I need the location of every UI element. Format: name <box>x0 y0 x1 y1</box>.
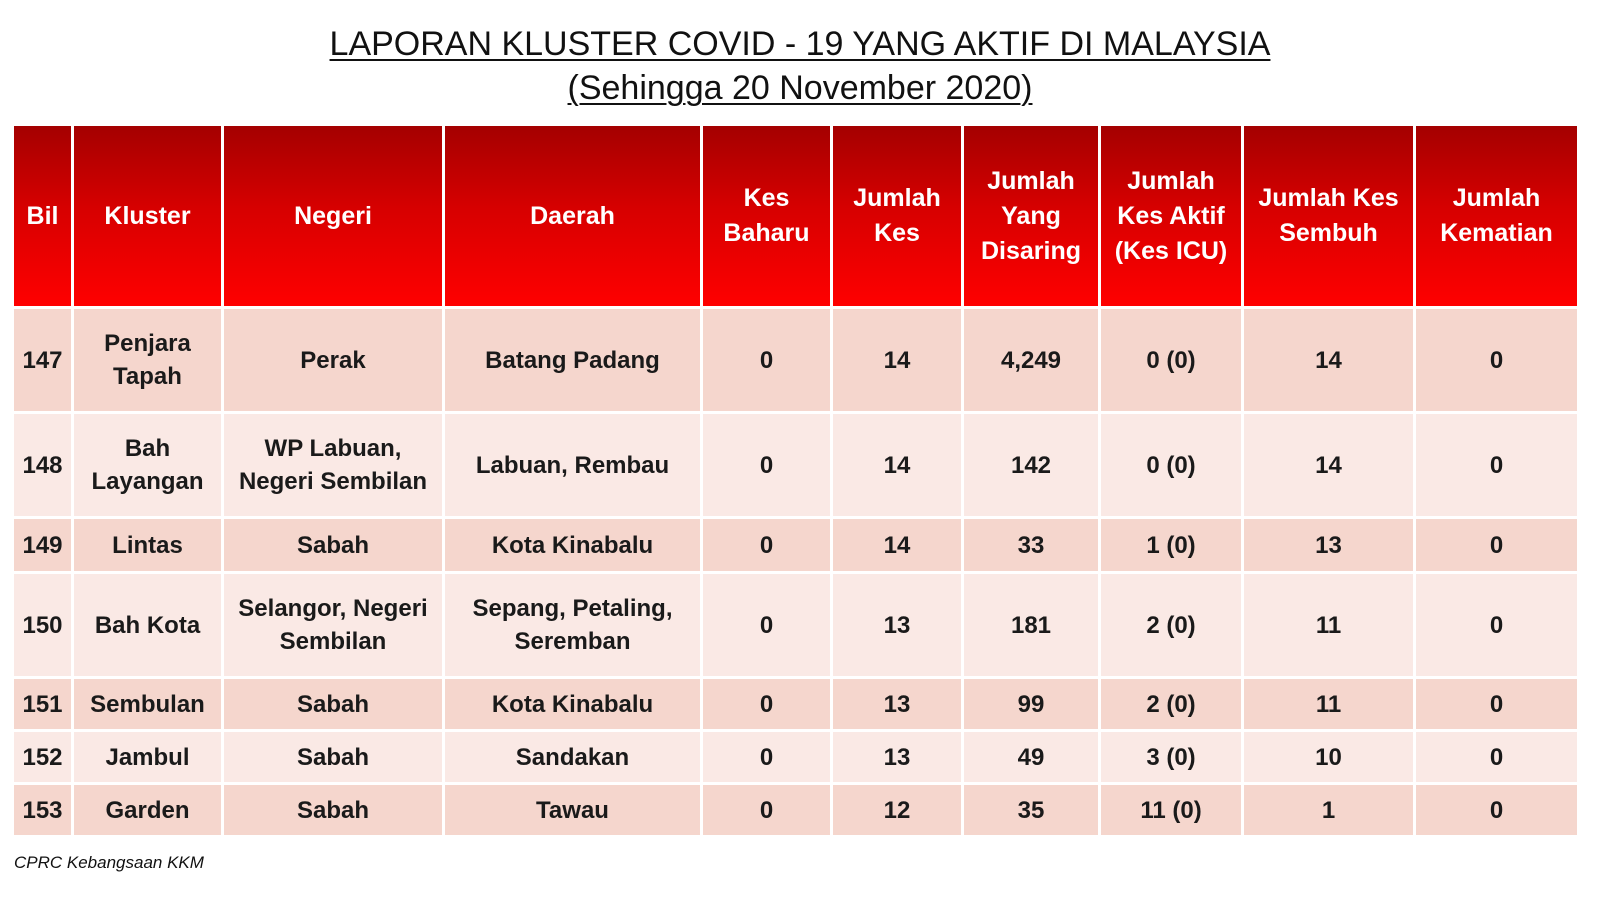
cell-kes-baharu: 0 <box>703 519 830 571</box>
cell-jumlah-aktif: 0 (0) <box>1101 414 1241 516</box>
cell-jumlah-disaring: 33 <box>964 519 1098 571</box>
cell-jumlah-kematian: 0 <box>1416 414 1577 516</box>
cell-jumlah-kes: 14 <box>833 309 961 411</box>
cell-kluster: Bah Layangan <box>74 414 221 516</box>
cell-kes-baharu: 0 <box>703 785 830 835</box>
report-title <box>0 22 1600 110</box>
cell-kluster: Penjara Tapah <box>74 309 221 411</box>
header-daerah: Daerah <box>445 126 700 306</box>
cell-jumlah-disaring: 142 <box>964 414 1098 516</box>
cell-negeri: Sabah <box>224 679 442 729</box>
cell-negeri: Selangor, Negeri Sembilan <box>224 574 442 676</box>
cell-jumlah-disaring: 35 <box>964 785 1098 835</box>
header-kes-baharu: Kes Baharu <box>703 126 830 306</box>
cell-jumlah-aktif: 2 (0) <box>1101 574 1241 676</box>
title-line-2: (Sehingga 20 November 2020) <box>567 69 1033 107</box>
cell-kes-baharu: 0 <box>703 309 830 411</box>
cell-kes-baharu: 0 <box>703 679 830 729</box>
cell-jumlah-kes: 14 <box>833 414 961 516</box>
cell-jumlah-aktif: 3 (0) <box>1101 732 1241 782</box>
header-jumlah-aktif: Jumlah Kes Aktif (Kes ICU) <box>1101 126 1241 306</box>
cell-jumlah-kes: 14 <box>833 519 961 571</box>
cell-jumlah-aktif: 0 (0) <box>1101 309 1241 411</box>
table-row <box>14 732 1577 782</box>
cell-kes-baharu: 0 <box>703 414 830 516</box>
cell-daerah: Tawau <box>445 785 700 835</box>
table-header-row <box>14 126 1577 306</box>
cell-jumlah-aktif: 11 (0) <box>1101 785 1241 835</box>
cell-jumlah-kematian: 0 <box>1416 679 1577 729</box>
cell-jumlah-kes: 13 <box>833 574 961 676</box>
cell-jumlah-sembuh: 10 <box>1244 732 1413 782</box>
header-jumlah-kematian: Jumlah Kematian <box>1416 126 1577 306</box>
cell-jumlah-disaring: 4,249 <box>964 309 1098 411</box>
header-bil: Bil <box>14 126 71 306</box>
cell-negeri: WP Labuan, Negeri Sembilan <box>224 414 442 516</box>
cell-negeri: Sabah <box>224 785 442 835</box>
cell-kluster: Lintas <box>74 519 221 571</box>
cell-bil: 153 <box>14 785 71 835</box>
cell-jumlah-kematian: 0 <box>1416 732 1577 782</box>
cell-bil: 151 <box>14 679 71 729</box>
cell-negeri: Sabah <box>224 732 442 782</box>
cell-jumlah-disaring: 181 <box>964 574 1098 676</box>
cell-daerah: Sepang, Petaling, Seremban <box>445 574 700 676</box>
cell-jumlah-aktif: 2 (0) <box>1101 679 1241 729</box>
cell-negeri: Perak <box>224 309 442 411</box>
cell-jumlah-kematian: 0 <box>1416 785 1577 835</box>
cell-daerah: Sandakan <box>445 732 700 782</box>
cell-jumlah-kes: 13 <box>833 732 961 782</box>
table-row <box>14 785 1577 835</box>
cell-jumlah-kes: 12 <box>833 785 961 835</box>
header-negeri: Negeri <box>224 126 442 306</box>
cell-jumlah-sembuh: 1 <box>1244 785 1413 835</box>
cluster-table-wrapper <box>14 123 1580 838</box>
cell-jumlah-sembuh: 14 <box>1244 309 1413 411</box>
cell-daerah: Kota Kinabalu <box>445 679 700 729</box>
cell-kes-baharu: 0 <box>703 732 830 782</box>
cell-jumlah-kematian: 0 <box>1416 309 1577 411</box>
cell-jumlah-kematian: 0 <box>1416 574 1577 676</box>
cell-daerah: Batang Padang <box>445 309 700 411</box>
cluster-table <box>11 123 1580 838</box>
cell-kluster: Bah Kota <box>74 574 221 676</box>
cell-jumlah-aktif: 1 (0) <box>1101 519 1241 571</box>
cell-jumlah-sembuh: 14 <box>1244 414 1413 516</box>
cell-jumlah-kes: 13 <box>833 679 961 729</box>
cell-jumlah-disaring: 99 <box>964 679 1098 729</box>
table-row <box>14 309 1577 411</box>
cell-bil: 148 <box>14 414 71 516</box>
header-jumlah-sembuh: Jumlah Kes Sembuh <box>1244 126 1413 306</box>
cell-bil: 149 <box>14 519 71 571</box>
cell-kluster: Jambul <box>74 732 221 782</box>
cell-kluster: Sembulan <box>74 679 221 729</box>
source-note: CPRC Kebangsaan KKM <box>14 853 204 872</box>
cell-kes-baharu: 0 <box>703 574 830 676</box>
header-jumlah-disaring: Jumlah Yang Disaring <box>964 126 1098 306</box>
header-kluster: Kluster <box>74 126 221 306</box>
cell-bil: 147 <box>14 309 71 411</box>
cell-jumlah-sembuh: 11 <box>1244 679 1413 729</box>
header-jumlah-kes: Jumlah Kes <box>833 126 961 306</box>
cell-daerah: Labuan, Rembau <box>445 414 700 516</box>
cell-jumlah-kematian: 0 <box>1416 519 1577 571</box>
table-row <box>14 519 1577 571</box>
table-row <box>14 679 1577 729</box>
cell-negeri: Sabah <box>224 519 442 571</box>
title-line-1: LAPORAN KLUSTER COVID - 19 YANG AKTIF DI MALAYSIA <box>329 25 1271 63</box>
cell-bil: 152 <box>14 732 71 782</box>
cell-jumlah-disaring: 49 <box>964 732 1098 782</box>
table-row <box>14 414 1577 516</box>
cell-bil: 150 <box>14 574 71 676</box>
cell-kluster: Garden <box>74 785 221 835</box>
table-row <box>14 574 1577 676</box>
cell-daerah: Kota Kinabalu <box>445 519 700 571</box>
cell-jumlah-sembuh: 13 <box>1244 519 1413 571</box>
cell-jumlah-sembuh: 11 <box>1244 574 1413 676</box>
